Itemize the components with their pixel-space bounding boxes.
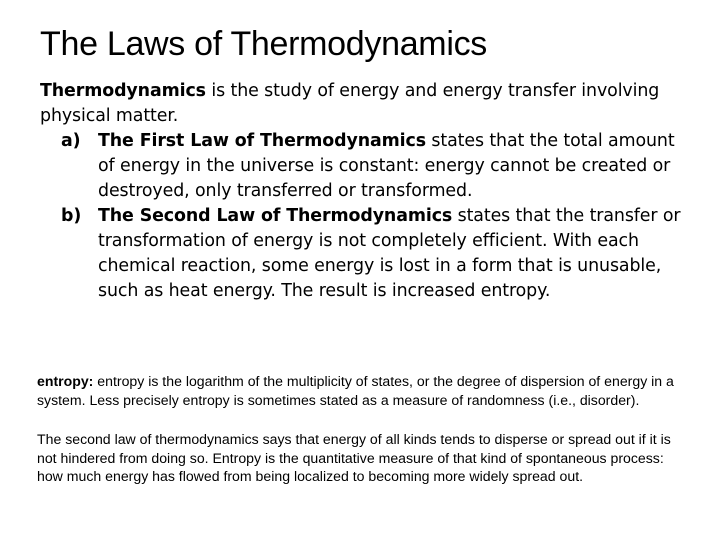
entropy-definition: [37, 372, 687, 409]
law-name: The Second Law of Thermodynamics: [98, 206, 453, 226]
intro-paragraph: [40, 79, 690, 129]
second-law-note: The second law of thermodynamics says that energy of all kinds tends to disperse or spread out if it is not hindered from doing so. Entropy is the quantitative measure of that kind of spontaneous process: how much energy has flowed from being localized to becoming more widely spread out.: [37, 431, 671, 485]
law-text: states that the transfer or transformation of energy is not completely efficient. With each chemical reaction, some energy is lost in a form that is unusable, such as heat energy. The result is increased entropy.: [98, 206, 681, 301]
slide-body: [40, 79, 690, 304]
intro-text: is the study of energy and energy transfer involving physical matter.: [40, 81, 660, 126]
definition-term: entropy:: [37, 373, 94, 389]
list-marker: a): [61, 131, 81, 151]
list-item-second-law: [40, 204, 690, 304]
law-name: The First Law of Thermodynamics: [98, 131, 426, 151]
laws-list: [40, 129, 690, 304]
definition-text: entropy is the logarithm of the multiplicity of states, or the degree of dispersion of energy in a system. Less precisely entropy is sometimes stated as a measure of randomness (i.e., disorder).: [37, 373, 674, 408]
list-item-first-law: [40, 129, 690, 204]
law-text: states that the total amount of energy in the universe is constant: energy cannot be created or destroyed, only transferred or transformed.: [98, 131, 675, 201]
intro-term: Thermodynamics: [40, 81, 206, 101]
slide-title: The Laws of Thermodynamics: [40, 25, 487, 63]
list-marker: b): [61, 206, 82, 226]
notes-section: [37, 372, 687, 486]
